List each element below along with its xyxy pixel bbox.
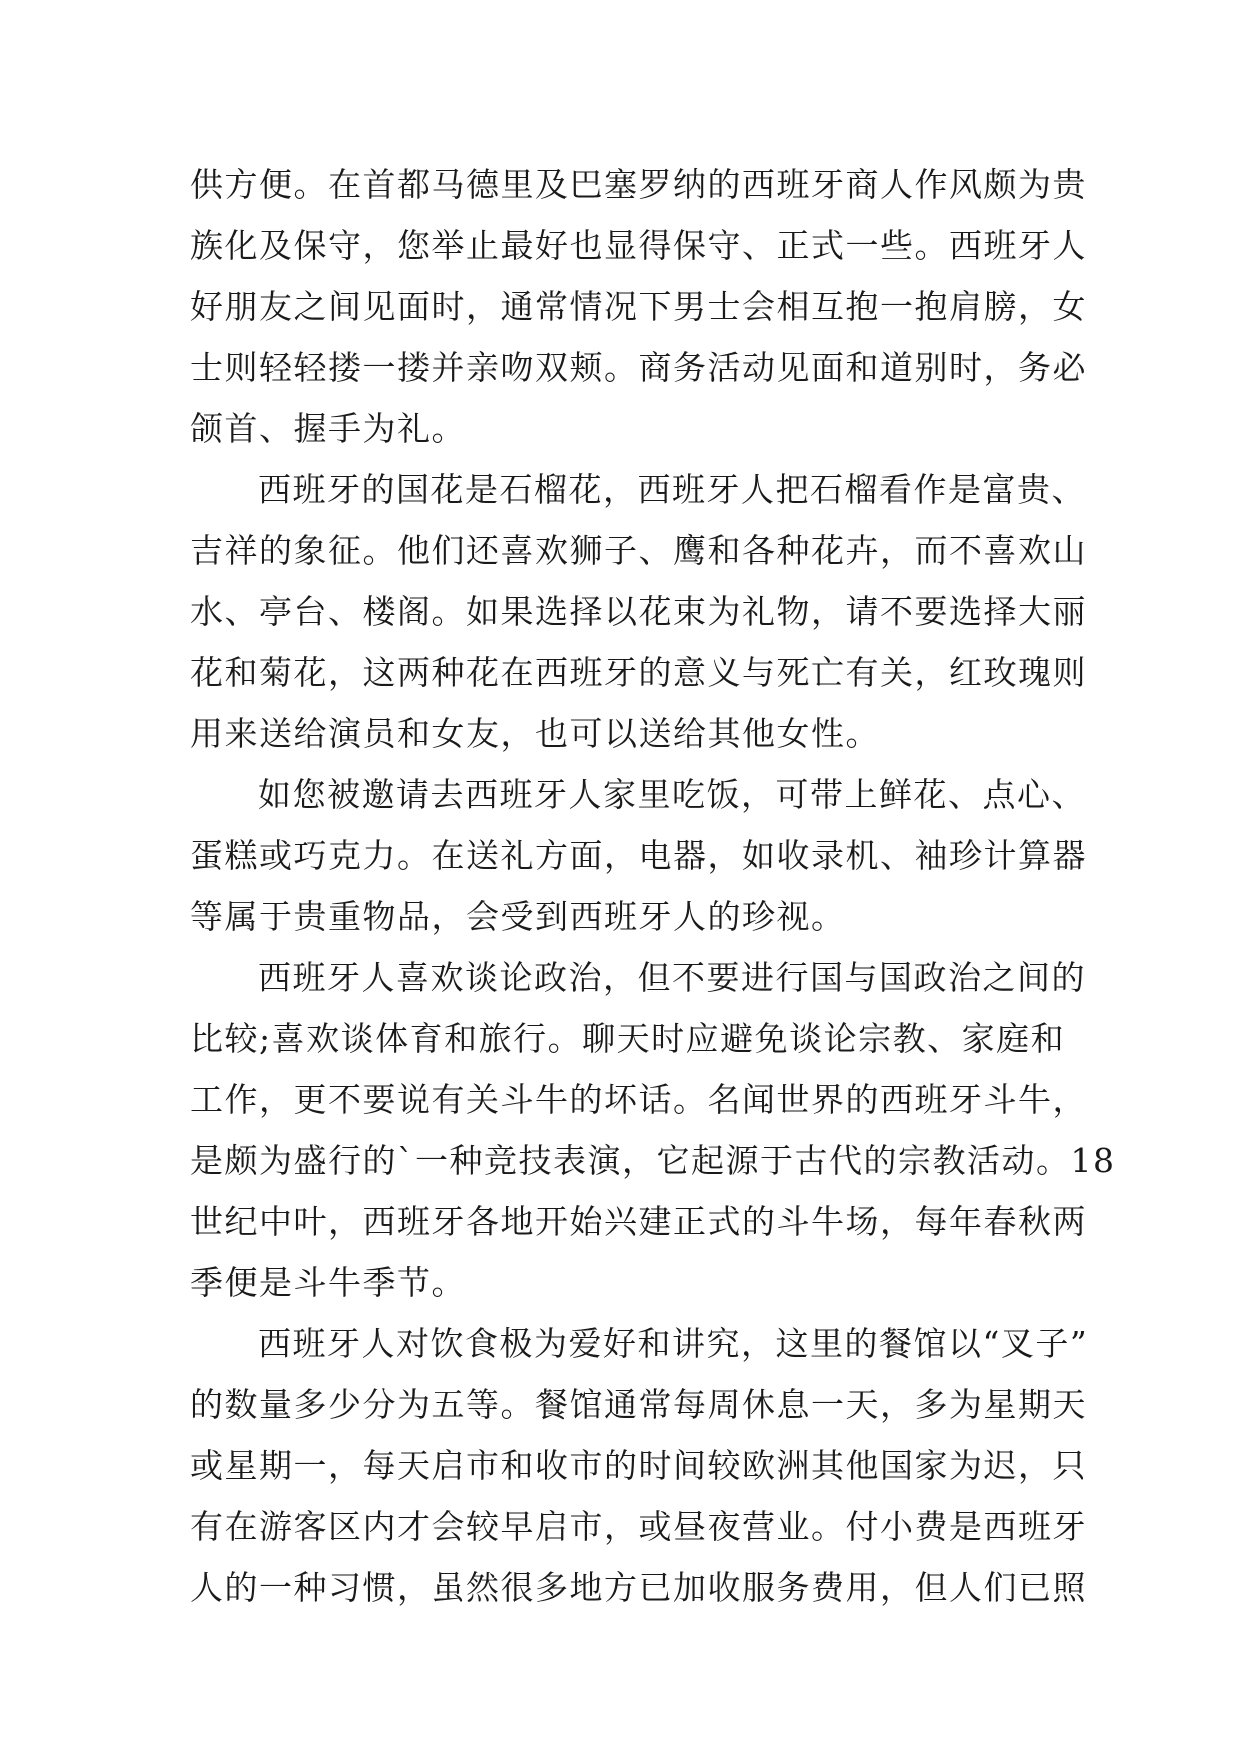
text-line: 的数量多少分为五等。餐馆通常每周休息一天，多为星期天 — [190, 1385, 1087, 1424]
text-line: 花和菊花，这两种花在西班牙的意义与死亡有关，红玫瑰则 — [190, 653, 1087, 692]
paragraph-first-line: 如您被邀请去西班牙人家里吃饭，可带上鲜花、点心、 — [258, 775, 1086, 814]
text-line: 蛋糕或巧克力。在送礼方面，电器，如收录机、袖珍计算器 — [190, 836, 1087, 875]
text-line: 有在游客区内才会较早启市，或昼夜营业。付小费是西班牙 — [190, 1507, 1087, 1546]
text-line: 颌首、握手为礼。 — [190, 409, 466, 448]
text-line: 吉祥的象征。他们还喜欢狮子、鹰和各种花卉，而不喜欢山 — [190, 531, 1087, 570]
paragraph-first-line: 西班牙人喜欢谈论政治，但不要进行国与国政治之间的 — [258, 958, 1086, 997]
text-line: 水、亭台、楼阁。如果选择以花束为礼物，请不要选择大丽 — [190, 592, 1087, 631]
paragraph-first-line: 西班牙的国花是石榴花，西班牙人把石榴看作是富贵、 — [258, 470, 1086, 509]
paragraph-first-line: 西班牙人对饮食极为爱好和讲究，这里的餐馆以“叉子” — [258, 1324, 1089, 1363]
text-line: 比较;喜欢谈体育和旅行。聊天时应避免谈论宗教、家庭和 — [190, 1019, 1066, 1058]
text-line: 世纪中叶，西班牙各地开始兴建正式的斗牛场，每年春秋两 — [190, 1202, 1087, 1241]
text-line: 族化及保守，您举止最好也显得保守、正式一些。西班牙人 — [190, 226, 1087, 265]
text-line: 好朋友之间见面时，通常情况下男士会相互抱一抱肩膀，女 — [190, 287, 1087, 326]
document-body — [190, 154, 1116, 1618]
text-line: 供方便。在首都马德里及巴塞罗纳的西班牙商人作风颇为贵 — [190, 165, 1087, 204]
text-line: 工作，更不要说有关斗牛的坏话。名闻世界的西班牙斗牛， — [190, 1080, 1087, 1119]
text-line: 等属于贵重物品，会受到西班牙人的珍视。 — [190, 897, 846, 936]
text-line: 用来送给演员和女友，也可以送给其他女性。 — [190, 714, 880, 753]
text-line: 季便是斗牛季节。 — [190, 1263, 466, 1302]
text-line: 是颇为盛行的`一种竞技表演，它起源于古代的宗教活动。18 — [190, 1141, 1116, 1180]
text-line: 或星期一，每天启市和收市的时间较欧洲其他国家为迟，只 — [190, 1446, 1087, 1485]
text-line: 士则轻轻搂一搂并亲吻双颊。商务活动见面和道别时，务必 — [190, 348, 1087, 387]
text-line: 人的一种习惯，虽然很多地方已加收服务费用，但人们已照 — [190, 1568, 1087, 1607]
